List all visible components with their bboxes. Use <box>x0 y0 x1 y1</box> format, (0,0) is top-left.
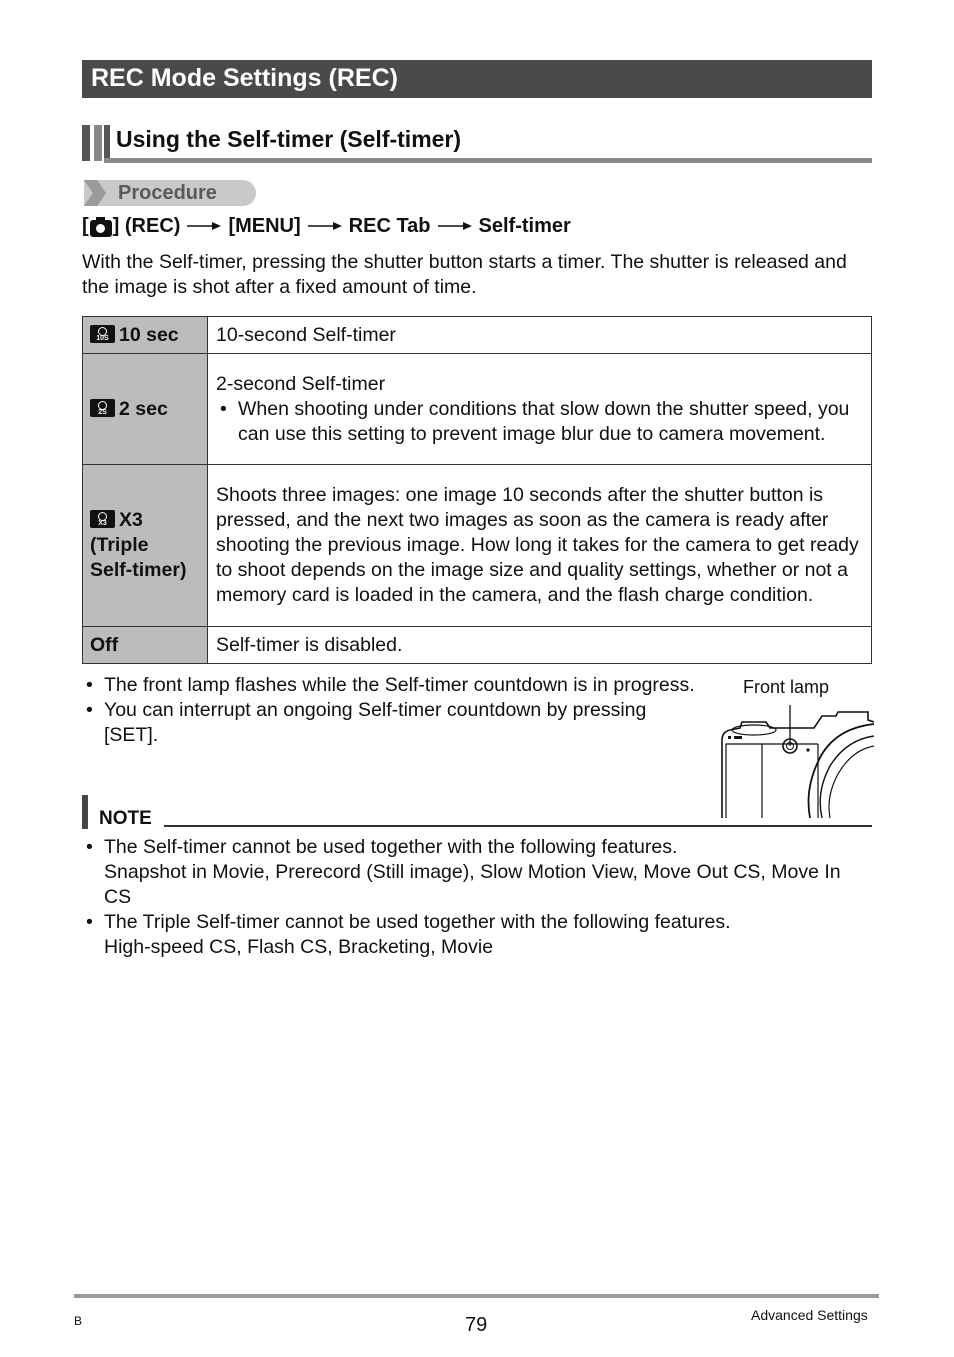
arrow-right-icon <box>187 221 221 231</box>
section-title-bar <box>82 60 872 98</box>
option-label: 10 sec <box>119 323 179 346</box>
table-row <box>83 465 872 627</box>
list-item: • You can interrupt an ongoing Self-timer countdown by pressing [SET]. <box>82 698 702 748</box>
page-number: 79 <box>465 1314 488 1336</box>
table-row <box>83 627 872 664</box>
description-cell: Shoots three images: one image 10 seconds after the shutter button is pressed, and the next two images as soon as the camera is ready after shooting the previous image. How long it takes for the camera to get ready to shoot depends on the image size and quality settings, whether or not a memory card is loaded in the camera, and the flash charge condition. <box>208 465 872 627</box>
subsection-marker <box>94 125 102 161</box>
procedure-label: Procedure <box>118 182 217 204</box>
note-rule <box>164 825 872 827</box>
menu-path <box>82 215 571 238</box>
description-bullet: • When shooting under conditions that slow down the shutter speed, you can use this setting to prevent image blur due to camera movement. <box>216 397 863 447</box>
camera-icon <box>90 220 112 237</box>
footer-language-code: B <box>74 1314 83 1328</box>
self-timer-settings-table <box>82 316 872 664</box>
note-text: • The Self-timer cannot be used together with the following features. <box>104 836 678 858</box>
self-timer-10s-icon: 10S <box>90 325 115 343</box>
table-row <box>83 354 872 465</box>
intro-paragraph: With the Self-timer, pressing the shutter button starts a timer. The shutter is released and the image is shot after a fixed amount of time. <box>82 251 847 298</box>
subsection-rule <box>104 158 872 163</box>
option-label: X3 <box>119 509 143 531</box>
arrow-right-icon <box>308 221 342 231</box>
menu-path-open-bracket: [ <box>82 215 89 237</box>
list-item: • The front lamp flashes while the Self-timer countdown is in progress. <box>82 673 702 698</box>
menu-path-menu: [MENU] <box>228 215 301 237</box>
subsection-marker <box>104 125 110 161</box>
list-item <box>82 835 872 910</box>
note-text: • The Triple Self-timer cannot be used together with the following features. <box>104 911 731 933</box>
self-timer-x3-icon: X3 <box>90 510 115 528</box>
option-label: Self-timer) <box>90 559 187 581</box>
description-cell: Self-timer is disabled. <box>208 627 872 664</box>
list-item <box>82 910 872 960</box>
option-cell <box>83 465 208 627</box>
option-label: Off <box>90 633 119 656</box>
note-features: High-speed CS, Flash CS, Bracketing, Movie <box>104 936 494 958</box>
footer-rule <box>74 1294 879 1298</box>
description-cell <box>208 354 872 465</box>
description-cell: 10-second Self-timer <box>208 317 872 354</box>
description-text: 2-second Self-timer <box>216 372 386 395</box>
menu-path-rec: ] (REC) <box>112 215 181 237</box>
option-label: (Triple <box>90 534 149 556</box>
section-title: REC Mode Settings (REC) <box>91 64 398 92</box>
top-notes-list <box>82 673 702 748</box>
option-label: 2 sec <box>119 397 168 420</box>
option-cell <box>83 354 208 465</box>
menu-path-item: Self-timer <box>478 215 571 237</box>
self-timer-2s-icon: 2S <box>90 399 115 417</box>
subsection-marker <box>82 125 90 161</box>
footer-chapter: Advanced Settings <box>751 1307 868 1323</box>
table-row <box>83 317 872 354</box>
camera-front-lamp-illustration <box>718 700 874 820</box>
option-cell <box>83 317 208 354</box>
arrow-right-icon <box>438 221 472 231</box>
note-marker <box>82 795 88 829</box>
note-features: Snapshot in Movie, Prerecord (Still image), Slow Motion View, Move Out CS, Move In CS <box>104 861 841 908</box>
figure-label: Front lamp <box>743 677 830 697</box>
note-heading: NOTE <box>99 808 152 829</box>
note-list <box>82 835 872 960</box>
option-cell <box>83 627 208 664</box>
menu-path-tab: REC Tab <box>348 215 431 237</box>
subsection-title: Using the Self-timer (Self-timer) <box>116 126 462 152</box>
